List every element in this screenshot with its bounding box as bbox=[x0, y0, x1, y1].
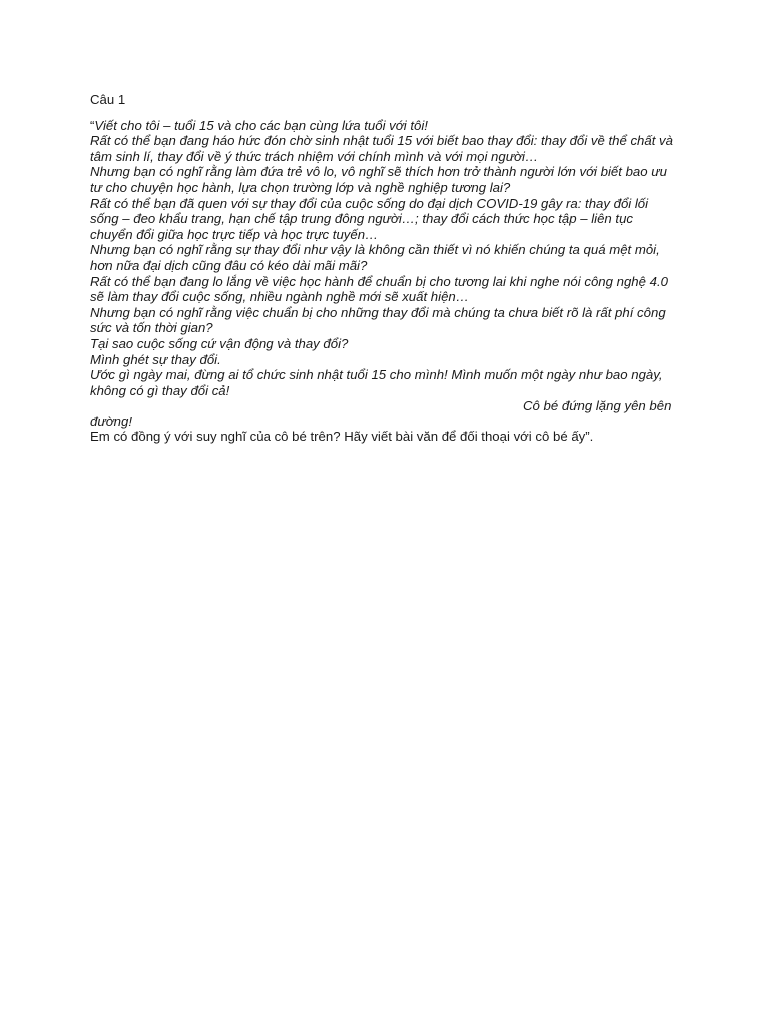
quote-paragraph-3: Nhưng bạn có nghĩ rằng làm đứa trẻ vô lo, vô nghĩ sẽ thích hơn trở thành người lớn với biết bao ưu tư cho chuyện học hành, lựa chọn trường lớp và nghề nghiệp tương lai? bbox=[90, 164, 667, 195]
quote-paragraph-7: Nhưng bạn có nghĩ rằng việc chuẩn bị cho những thay đổi mà chúng ta chưa biết rõ là rất phí công sức và tốn thời gian? bbox=[90, 304, 666, 336]
quote-paragraph-10: Ước gì ngày mai, đừng ai tổ chức sinh nhật tuổi 15 cho mình! Mình muốn một ngày như bao ngày, không có gì thay đổi cả! bbox=[90, 367, 663, 398]
quote-paragraph-8: Tại sao cuộc sống cứ vận động và thay đổi? bbox=[90, 335, 349, 351]
open-quote-mark: “ bbox=[90, 117, 95, 133]
quote-paragraph-5: Nhưng bạn có nghĩ rằng sự thay đổi như vậy là không cần thiết vì nó khiến chúng ta quá mệt mỏi, hơn nữa đại dịch cũng đâu có kéo dài mãi mãi? bbox=[90, 242, 660, 273]
quote-paragraph-2: Rất có thể bạn đang háo hức đón chờ sinh nhật tuổi 15 với biết bao thay đổi: thay đổi về thể chất và tâm sinh lí, thay đổi về ý thức trách nhiệm với chính mình và với mọi người… bbox=[90, 133, 673, 164]
quote-signature: Cô bé đứng lặng yên bên đường! bbox=[90, 398, 672, 429]
quote-paragraph-text: Viết cho tôi – tuổi 15 và cho các bạn cùng lứa tuổi với tôi! bbox=[94, 117, 428, 133]
quote-paragraph-9: Mình ghét sự thay đổi. bbox=[90, 351, 221, 367]
question-title: Câu 1 bbox=[90, 92, 126, 107]
quote-paragraph-1 bbox=[90, 118, 676, 134]
document-page bbox=[90, 92, 676, 445]
quote-paragraph-6: Rất có thể bạn đang lo lắng về việc học hành để chuẩn bị cho tương lai khi nghe nói công nghệ 4.0 sẽ làm thay đổi cuộc sống, nhiều ngành nghề mới sẽ xuất hiện… bbox=[90, 273, 668, 305]
essay-prompt: Em có đồng ý với suy nghĩ của cô bé trên? Hãy viết bài văn để đối thoại với cô bé ấy”. bbox=[90, 429, 594, 445]
quote-paragraph-4: Rất có thể bạn đã quen với sự thay đổi của cuộc sống do đại dịch COVID-19 gây ra: thay đổi lối sống – đeo khẩu trang, hạn chế tập trung đông người…; thay đổi cách thức học tập – liên tục chuyển đổi giữa học trực tiếp và học trực tuyến… bbox=[90, 195, 649, 242]
